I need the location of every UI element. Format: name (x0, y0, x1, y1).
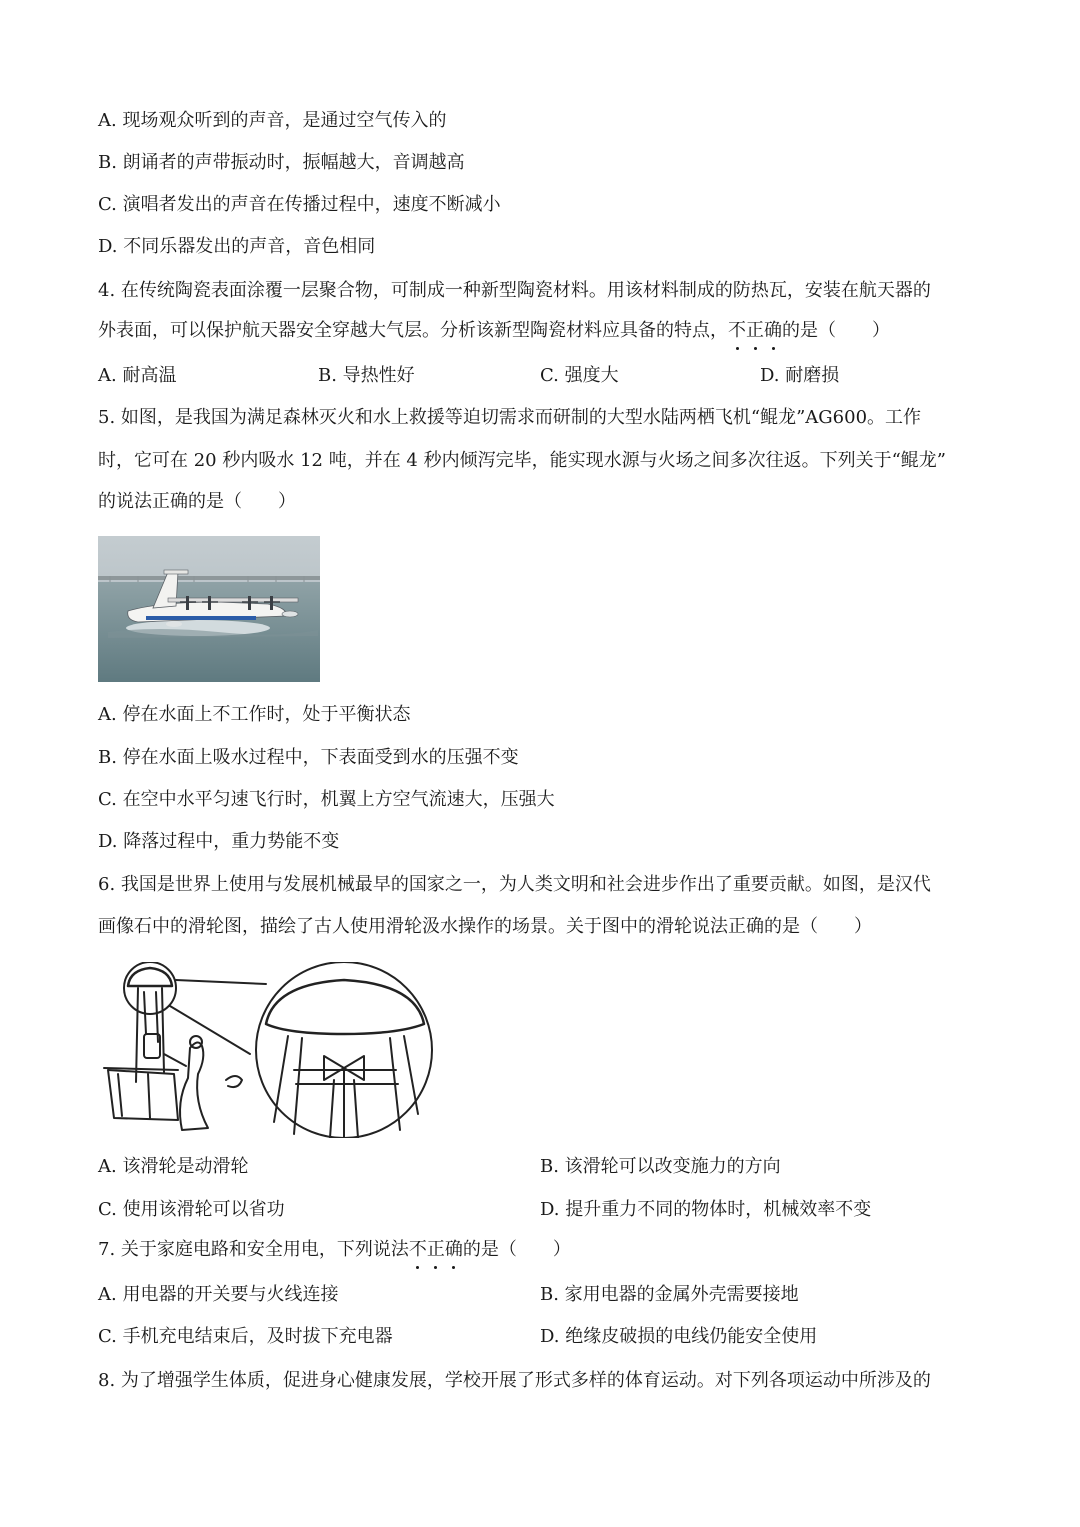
q4-emphasis-char: 正 (746, 320, 764, 341)
q5-stem-line1: 5. 如图，是我国为满足森林灭火和水上救援等迫切需求而研制的大型水陆两栖飞机“鲲龙”AG600。工作 (98, 407, 922, 428)
q7-emphasis-char: 确 (444, 1239, 463, 1260)
q5-option-d: D. 降落过程中，重力势能不变 (98, 831, 340, 852)
q6-stem-line2: 画像石中的滑轮图，描绘了古人使用滑轮汲水操作的场景。关于图中的滑轮说法正确的是（ ） (98, 916, 872, 937)
q4-emphasis-char: 不 (728, 320, 746, 341)
q7-option-c: C. 手机充电结束后，及时拔下充电器 (98, 1326, 393, 1347)
q6-option-c: C. 使用该滑轮可以省功 (98, 1199, 285, 1220)
q6-option-b: B. 该滑轮可以改变施力的方向 (540, 1156, 781, 1177)
q7-stem-post: 的是（ ） (462, 1239, 571, 1260)
q5-option-c: C. 在空中水平匀速飞行时，机翼上方空气流速大，压强大 (98, 789, 555, 810)
q7-emphasis-char: 不 (408, 1239, 427, 1260)
q4-stem-post: 的是（ ） (782, 320, 890, 341)
pulley-illustration (98, 962, 440, 1138)
q7-option-a: A. 用电器的开关要与火线连接 (98, 1284, 339, 1305)
q5-stem-line3: 的说法正确的是（ ） (98, 491, 296, 512)
q4-option-b: B. 导热性好 (318, 365, 415, 386)
q7-option-d: D. 绝缘皮破损的电线仍能安全使用 (540, 1326, 818, 1347)
q6-stem-line1: 6. 我国是世界上使用与发展机械最早的国家之一，为人类文明和社会进步作出了重要贡献。如图，是汉代 (98, 874, 931, 895)
q3-option-d: D. 不同乐器发出的声音，音色相同 (98, 236, 376, 257)
q5-stem-line2: 时，它可在 20 秒内吸水 12 吨，并在 4 秒内倾泻完毕，能实现水源与火场之间多次往返。下列关于“鲲龙” (98, 450, 946, 471)
q7-stem-pre: 7. 关于家庭电路和安全用电，下列说法 (98, 1239, 409, 1260)
q4-option-a: A. 耐高温 (98, 365, 177, 386)
q6-option-a: A. 该滑轮是动滑轮 (98, 1156, 249, 1177)
q7-emphasis-char: 正 (426, 1239, 445, 1260)
q4-stem-pre: 外表面，可以保护航天器安全穿越大气层。分析该新型陶瓷材料应具备的特点， (98, 320, 728, 341)
q4-emphasis-char: 确 (764, 320, 782, 341)
q3-option-a: A. 现场观众听到的声音，是通过空气传入的 (98, 110, 447, 131)
q4-stem-line1: 4. 在传统陶瓷表面涂覆一层聚合物，可制成一种新型陶瓷材料。用该材料制成的防热瓦，安装在航天器的 (98, 280, 931, 301)
q5-option-b: B. 停在水面上吸水过程中，下表面受到水的压强不变 (98, 747, 519, 768)
q3-option-c: C. 演唱者发出的声音在传播过程中，速度不断减小 (98, 194, 501, 215)
q4-option-d: D. 耐磨损 (760, 365, 840, 386)
amphibious-plane-photo (98, 536, 320, 682)
q4-option-c: C. 强度大 (540, 365, 619, 386)
q8-stem-line1: 8. 为了增强学生体质，促进身心健康发展，学校开展了形式多样的体育运动。对下列各项运动中所涉及的 (98, 1370, 931, 1391)
q6-option-d: D. 提升重力不同的物体时，机械效率不变 (540, 1199, 872, 1220)
q7-option-b: B. 家用电器的金属外壳需要接地 (540, 1284, 799, 1305)
q7-stem (98, 1238, 571, 1262)
q4-stem-line2 (98, 319, 890, 343)
q3-option-b: B. 朗诵者的声带振动时，振幅越大，音调越高 (98, 152, 465, 173)
q5-option-a: A. 停在水面上不工作时，处于平衡状态 (98, 704, 411, 725)
